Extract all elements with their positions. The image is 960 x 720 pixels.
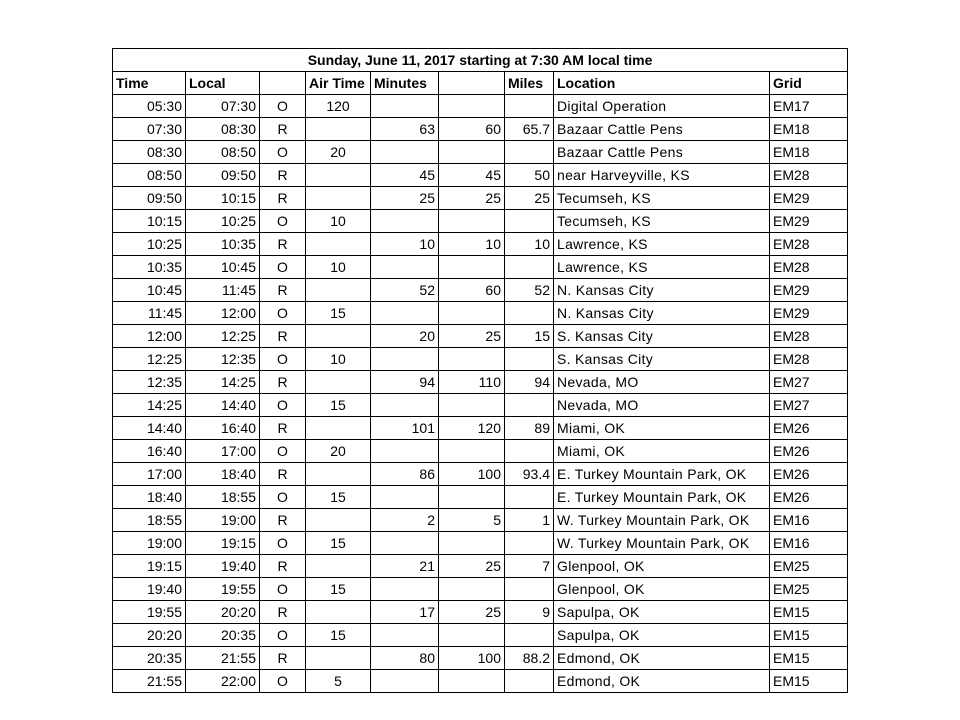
cell-location: E. Turkey Mountain Park, OK: [554, 463, 770, 486]
cell-air-time: 15: [306, 578, 371, 601]
cell-mode: O: [260, 578, 306, 601]
cell-minutes: [371, 95, 439, 118]
cell-time: 19:40: [113, 578, 186, 601]
cell-miles: [505, 394, 554, 417]
cell-mode: R: [260, 164, 306, 187]
cell-air-time: [306, 601, 371, 624]
cell-planned: [439, 532, 505, 555]
header-air-time: Air Time: [306, 72, 371, 95]
cell-mode: O: [260, 348, 306, 371]
cell-minutes: [371, 210, 439, 233]
cell-mode: O: [260, 210, 306, 233]
cell-mode: O: [260, 302, 306, 325]
cell-time: 11:45: [113, 302, 186, 325]
cell-planned: 120: [439, 417, 505, 440]
cell-miles: 25: [505, 187, 554, 210]
cell-local: 20:20: [186, 601, 260, 624]
cell-air-time: 10: [306, 348, 371, 371]
table-row: [113, 509, 848, 532]
table-row: [113, 210, 848, 233]
cell-grid: EM26: [770, 463, 848, 486]
cell-minutes: 101: [371, 417, 439, 440]
cell-time: 19:00: [113, 532, 186, 555]
cell-planned: 60: [439, 279, 505, 302]
cell-minutes: [371, 348, 439, 371]
cell-location: Glenpool, OK: [554, 578, 770, 601]
cell-mode: O: [260, 95, 306, 118]
cell-grid: EM18: [770, 141, 848, 164]
cell-grid: EM28: [770, 325, 848, 348]
cell-air-time: 15: [306, 624, 371, 647]
cell-minutes: [371, 670, 439, 693]
cell-mode: R: [260, 371, 306, 394]
cell-grid: EM17: [770, 95, 848, 118]
table-row: [113, 371, 848, 394]
cell-air-time: 15: [306, 532, 371, 555]
cell-mode: O: [260, 394, 306, 417]
cell-local: 14:40: [186, 394, 260, 417]
cell-mode: R: [260, 601, 306, 624]
cell-planned: 25: [439, 601, 505, 624]
cell-planned: 110: [439, 371, 505, 394]
cell-grid: EM15: [770, 624, 848, 647]
cell-mode: R: [260, 647, 306, 670]
cell-mode: O: [260, 624, 306, 647]
cell-location: Miami, OK: [554, 440, 770, 463]
cell-air-time: [306, 463, 371, 486]
cell-local: 18:55: [186, 486, 260, 509]
header-blank: [439, 72, 505, 95]
cell-air-time: [306, 164, 371, 187]
cell-air-time: 20: [306, 440, 371, 463]
cell-local: 14:25: [186, 371, 260, 394]
cell-time: 18:55: [113, 509, 186, 532]
cell-planned: [439, 256, 505, 279]
cell-local: 19:00: [186, 509, 260, 532]
cell-planned: 60: [439, 118, 505, 141]
cell-planned: 100: [439, 647, 505, 670]
cell-miles: [505, 95, 554, 118]
table-row: [113, 325, 848, 348]
cell-minutes: 94: [371, 371, 439, 394]
cell-local: 11:45: [186, 279, 260, 302]
cell-location: W. Turkey Mountain Park, OK: [554, 532, 770, 555]
cell-air-time: [306, 509, 371, 532]
table-row: [113, 233, 848, 256]
cell-air-time: [306, 555, 371, 578]
cell-miles: [505, 210, 554, 233]
cell-grid: EM27: [770, 371, 848, 394]
cell-miles: [505, 670, 554, 693]
cell-time: 09:50: [113, 187, 186, 210]
cell-location: Sapulpa, OK: [554, 601, 770, 624]
cell-minutes: 20: [371, 325, 439, 348]
cell-planned: [439, 578, 505, 601]
cell-time: 17:00: [113, 463, 186, 486]
cell-location: Digital Operation: [554, 95, 770, 118]
cell-grid: EM29: [770, 210, 848, 233]
cell-location: Tecumseh, KS: [554, 210, 770, 233]
cell-local: 19:40: [186, 555, 260, 578]
header-row: [113, 72, 848, 95]
cell-time: 05:30: [113, 95, 186, 118]
cell-time: 10:45: [113, 279, 186, 302]
cell-time: 20:35: [113, 647, 186, 670]
cell-minutes: [371, 440, 439, 463]
cell-grid: EM15: [770, 647, 848, 670]
cell-time: 20:20: [113, 624, 186, 647]
cell-minutes: [371, 486, 439, 509]
cell-planned: 100: [439, 463, 505, 486]
cell-miles: 50: [505, 164, 554, 187]
cell-miles: 93.4: [505, 463, 554, 486]
cell-location: Tecumseh, KS: [554, 187, 770, 210]
cell-air-time: [306, 233, 371, 256]
cell-minutes: [371, 394, 439, 417]
cell-time: 10:15: [113, 210, 186, 233]
table-row: [113, 279, 848, 302]
cell-miles: [505, 256, 554, 279]
cell-air-time: 5: [306, 670, 371, 693]
cell-air-time: 15: [306, 394, 371, 417]
cell-miles: [505, 141, 554, 164]
cell-location: E. Turkey Mountain Park, OK: [554, 486, 770, 509]
table-row: [113, 394, 848, 417]
cell-mode: R: [260, 325, 306, 348]
cell-air-time: 20: [306, 141, 371, 164]
cell-mode: O: [260, 532, 306, 555]
cell-grid: EM25: [770, 555, 848, 578]
cell-minutes: 2: [371, 509, 439, 532]
cell-mode: R: [260, 118, 306, 141]
cell-time: 08:30: [113, 141, 186, 164]
header-local: Local: [186, 72, 260, 95]
cell-planned: 5: [439, 509, 505, 532]
cell-planned: [439, 486, 505, 509]
cell-air-time: 15: [306, 486, 371, 509]
cell-grid: EM15: [770, 670, 848, 693]
cell-time: 07:30: [113, 118, 186, 141]
cell-planned: [439, 210, 505, 233]
cell-planned: [439, 302, 505, 325]
cell-grid: EM26: [770, 417, 848, 440]
table-row: [113, 555, 848, 578]
cell-planned: 25: [439, 555, 505, 578]
cell-location: Edmond, OK: [554, 647, 770, 670]
cell-miles: 65.7: [505, 118, 554, 141]
table-row: [113, 95, 848, 118]
cell-location: Nevada, MO: [554, 394, 770, 417]
header-grid: Grid: [770, 72, 848, 95]
table-row: [113, 187, 848, 210]
cell-miles: [505, 486, 554, 509]
cell-location: Sapulpa, OK: [554, 624, 770, 647]
cell-time: 14:25: [113, 394, 186, 417]
table-row: [113, 486, 848, 509]
cell-grid: EM29: [770, 302, 848, 325]
cell-minutes: [371, 624, 439, 647]
cell-miles: [505, 302, 554, 325]
cell-miles: [505, 440, 554, 463]
cell-mode: O: [260, 486, 306, 509]
table-row: [113, 670, 848, 693]
cell-miles: [505, 624, 554, 647]
cell-planned: 10: [439, 233, 505, 256]
table-row: [113, 624, 848, 647]
cell-grid: EM26: [770, 440, 848, 463]
cell-location: S. Kansas City: [554, 325, 770, 348]
cell-time: 10:35: [113, 256, 186, 279]
header-miles: Miles: [505, 72, 554, 95]
cell-location: Edmond, OK: [554, 670, 770, 693]
cell-mode: O: [260, 440, 306, 463]
cell-mode: R: [260, 417, 306, 440]
cell-local: 12:35: [186, 348, 260, 371]
cell-planned: [439, 95, 505, 118]
cell-minutes: 25: [371, 187, 439, 210]
cell-location: W. Turkey Mountain Park, OK: [554, 509, 770, 532]
table-row: [113, 578, 848, 601]
cell-air-time: [306, 371, 371, 394]
cell-local: 10:35: [186, 233, 260, 256]
cell-minutes: 80: [371, 647, 439, 670]
cell-grid: EM18: [770, 118, 848, 141]
cell-time: 19:15: [113, 555, 186, 578]
cell-mode: O: [260, 670, 306, 693]
cell-time: 12:35: [113, 371, 186, 394]
cell-air-time: [306, 118, 371, 141]
cell-mode: R: [260, 509, 306, 532]
cell-location: S. Kansas City: [554, 348, 770, 371]
table-row: [113, 164, 848, 187]
cell-miles: 94: [505, 371, 554, 394]
cell-miles: [505, 578, 554, 601]
cell-minutes: 52: [371, 279, 439, 302]
cell-local: 19:15: [186, 532, 260, 555]
cell-local: 18:40: [186, 463, 260, 486]
cell-mode: R: [260, 555, 306, 578]
cell-location: Glenpool, OK: [554, 555, 770, 578]
cell-time: 18:40: [113, 486, 186, 509]
cell-location: near Harveyville, KS: [554, 164, 770, 187]
cell-time: 08:50: [113, 164, 186, 187]
cell-time: 10:25: [113, 233, 186, 256]
cell-local: 12:00: [186, 302, 260, 325]
cell-minutes: [371, 532, 439, 555]
cell-miles: 1: [505, 509, 554, 532]
cell-grid: EM16: [770, 532, 848, 555]
table-row: [113, 118, 848, 141]
table-row: [113, 532, 848, 555]
cell-miles: 88.2: [505, 647, 554, 670]
cell-minutes: [371, 578, 439, 601]
sheet-title: Sunday, June 11, 2017 starting at 7:30 AM local time: [113, 49, 848, 72]
cell-grid: EM27: [770, 394, 848, 417]
schedule-table: [112, 48, 848, 693]
cell-minutes: 17: [371, 601, 439, 624]
cell-miles: [505, 532, 554, 555]
cell-planned: [439, 670, 505, 693]
cell-air-time: 10: [306, 256, 371, 279]
cell-planned: [439, 141, 505, 164]
table-row: [113, 256, 848, 279]
header-time: Time: [113, 72, 186, 95]
cell-minutes: 63: [371, 118, 439, 141]
cell-local: 10:25: [186, 210, 260, 233]
cell-miles: [505, 348, 554, 371]
cell-air-time: [306, 417, 371, 440]
cell-mode: R: [260, 279, 306, 302]
cell-local: 09:50: [186, 164, 260, 187]
cell-miles: 15: [505, 325, 554, 348]
cell-air-time: [306, 187, 371, 210]
table-body: [113, 95, 848, 693]
cell-grid: EM29: [770, 279, 848, 302]
cell-miles: 10: [505, 233, 554, 256]
header-location: Location: [554, 72, 770, 95]
table-row: [113, 601, 848, 624]
cell-local: 19:55: [186, 578, 260, 601]
cell-location: Bazaar Cattle Pens: [554, 118, 770, 141]
cell-time: 12:00: [113, 325, 186, 348]
cell-mode: R: [260, 233, 306, 256]
cell-mode: O: [260, 141, 306, 164]
header-minutes: Minutes: [371, 72, 439, 95]
cell-miles: 89: [505, 417, 554, 440]
cell-mode: O: [260, 256, 306, 279]
table-row: [113, 348, 848, 371]
cell-air-time: 120: [306, 95, 371, 118]
cell-local: 12:25: [186, 325, 260, 348]
cell-local: 21:55: [186, 647, 260, 670]
cell-grid: EM28: [770, 233, 848, 256]
cell-location: Miami, OK: [554, 417, 770, 440]
cell-planned: [439, 440, 505, 463]
cell-planned: 25: [439, 187, 505, 210]
cell-location: Bazaar Cattle Pens: [554, 141, 770, 164]
cell-grid: EM26: [770, 486, 848, 509]
table-row: [113, 440, 848, 463]
cell-mode: R: [260, 187, 306, 210]
cell-air-time: [306, 279, 371, 302]
cell-grid: EM16: [770, 509, 848, 532]
table-row: [113, 463, 848, 486]
cell-local: 10:45: [186, 256, 260, 279]
table-row: [113, 647, 848, 670]
cell-air-time: [306, 647, 371, 670]
cell-time: 16:40: [113, 440, 186, 463]
cell-miles: 9: [505, 601, 554, 624]
cell-minutes: [371, 141, 439, 164]
cell-grid: EM25: [770, 578, 848, 601]
cell-minutes: 10: [371, 233, 439, 256]
cell-location: Lawrence, KS: [554, 233, 770, 256]
cell-local: 07:30: [186, 95, 260, 118]
cell-mode: R: [260, 463, 306, 486]
cell-local: 22:00: [186, 670, 260, 693]
cell-local: 16:40: [186, 417, 260, 440]
cell-time: 19:55: [113, 601, 186, 624]
table-row: [113, 302, 848, 325]
cell-minutes: 21: [371, 555, 439, 578]
cell-planned: [439, 624, 505, 647]
cell-grid: EM28: [770, 256, 848, 279]
cell-air-time: [306, 325, 371, 348]
cell-grid: EM29: [770, 187, 848, 210]
cell-local: 20:35: [186, 624, 260, 647]
cell-location: N. Kansas City: [554, 302, 770, 325]
cell-miles: 52: [505, 279, 554, 302]
cell-minutes: [371, 256, 439, 279]
cell-local: 08:50: [186, 141, 260, 164]
cell-local: 10:15: [186, 187, 260, 210]
cell-minutes: 86: [371, 463, 439, 486]
cell-planned: [439, 394, 505, 417]
cell-planned: 45: [439, 164, 505, 187]
cell-minutes: 45: [371, 164, 439, 187]
cell-time: 14:40: [113, 417, 186, 440]
cell-local: 17:00: [186, 440, 260, 463]
title-row: [113, 49, 848, 72]
cell-local: 08:30: [186, 118, 260, 141]
cell-grid: EM28: [770, 348, 848, 371]
cell-location: N. Kansas City: [554, 279, 770, 302]
cell-air-time: 10: [306, 210, 371, 233]
cell-grid: EM28: [770, 164, 848, 187]
cell-planned: 25: [439, 325, 505, 348]
cell-miles: 7: [505, 555, 554, 578]
cell-minutes: [371, 302, 439, 325]
cell-air-time: 15: [306, 302, 371, 325]
cell-location: Nevada, MO: [554, 371, 770, 394]
cell-grid: EM15: [770, 601, 848, 624]
header-mode: [260, 72, 306, 95]
cell-location: Lawrence, KS: [554, 256, 770, 279]
table-row: [113, 141, 848, 164]
cell-time: 21:55: [113, 670, 186, 693]
table-row: [113, 417, 848, 440]
cell-time: 12:25: [113, 348, 186, 371]
cell-planned: [439, 348, 505, 371]
